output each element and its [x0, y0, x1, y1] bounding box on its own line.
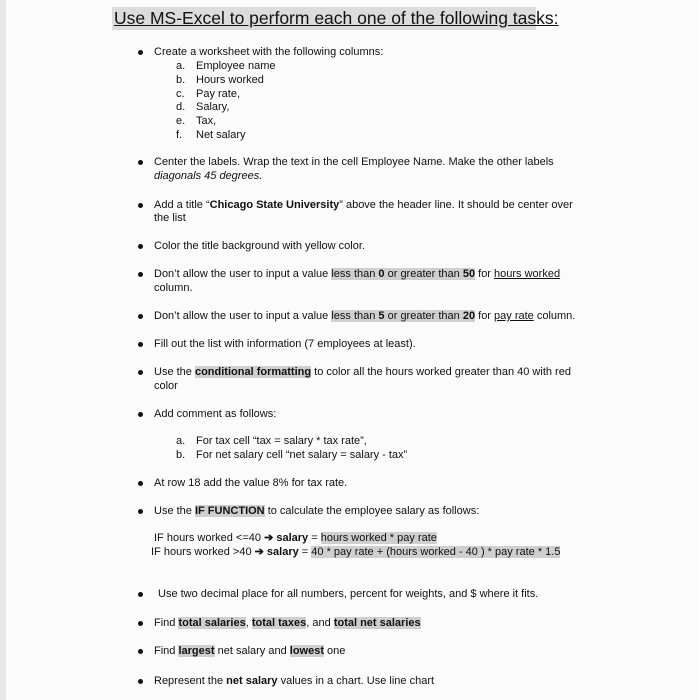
task-14: Find largest net salary and lowest one	[154, 645, 346, 657]
bullet	[138, 481, 143, 486]
bullet	[138, 160, 143, 165]
task-10: At row 18 add the value 8% for tax rate.	[154, 477, 348, 489]
comment-item: b. For net salary cell “net salary = salary - tax”	[176, 449, 408, 461]
task-13: Find total salaries, total taxes, and total net salaries	[154, 617, 421, 629]
column-item: a. Employee name	[176, 60, 276, 72]
arrow-icon: ➔	[254, 546, 264, 558]
task-2-line2: diagonals 45 degrees.	[154, 170, 263, 182]
bullet	[138, 649, 143, 654]
task-5: Don’t allow the user to input a value less than 0 or greater than 50 for hours worked	[154, 268, 561, 280]
column-item: b. Hours worked	[176, 74, 264, 86]
bullet	[138, 272, 143, 277]
bullet	[138, 592, 143, 597]
left-edge	[0, 0, 6, 700]
bullet	[138, 412, 143, 417]
bullet	[138, 50, 143, 55]
task-7: Fill out the list with information (7 employees at least).	[154, 338, 416, 350]
column-item: c. Pay rate,	[176, 88, 241, 100]
task-8: Use the conditional formatting to color all the hours worked greater than 40 with red	[154, 366, 571, 378]
task-9: Add comment as follows:	[154, 408, 277, 420]
bullet	[138, 621, 143, 626]
task-2: Center the labels. Wrap the text in the cell Employee Name. Make the other labels	[154, 156, 554, 168]
task-12: Use two decimal place for all numbers, percent for weights, and $ where it fits.	[158, 588, 539, 600]
bullet	[138, 203, 143, 208]
page-title: Use MS-Excel to perform each one of the following tasks:	[114, 8, 559, 28]
task-3: Add a title “Chicago State University” above the header line. It should be center over	[154, 199, 573, 211]
task-3-line2: the list	[154, 212, 186, 224]
bullet	[138, 509, 143, 514]
bullet	[138, 370, 143, 375]
arrow-icon: ➔	[264, 532, 274, 544]
task-15: Represent the net salary values in a chart. Use line chart	[154, 675, 435, 687]
bullet	[138, 244, 143, 249]
task-11: Use the IF FUNCTION to calculate the employee salary as follows:	[154, 505, 480, 517]
task-6: Don’t allow the user to input a value less than 5 or greater than 20 for pay rate column.	[154, 310, 576, 322]
column-item: f. Net salary	[176, 129, 246, 141]
bullet	[138, 679, 143, 684]
column-item: d. Salary,	[176, 101, 230, 113]
task-5-line2: column.	[154, 282, 193, 294]
task-8-line2: color	[154, 380, 178, 392]
column-item: e. Tax,	[176, 115, 217, 127]
bullet	[138, 314, 143, 319]
comment-item: a. For tax cell “tax = salary * tax rate”,	[176, 435, 367, 447]
bullet	[138, 342, 143, 347]
task-4: Color the title background with yellow color.	[154, 240, 365, 252]
formula-1: IF hours worked <=40 ➔ salary = hours worked * pay rate	[154, 532, 437, 544]
task-1: Create a worksheet with the following columns:	[154, 46, 384, 58]
formula-2: IF hours worked >40 ➔ salary = 40 * pay rate + (hours worked - 40 ) * pay rate * 1.5	[151, 546, 561, 558]
